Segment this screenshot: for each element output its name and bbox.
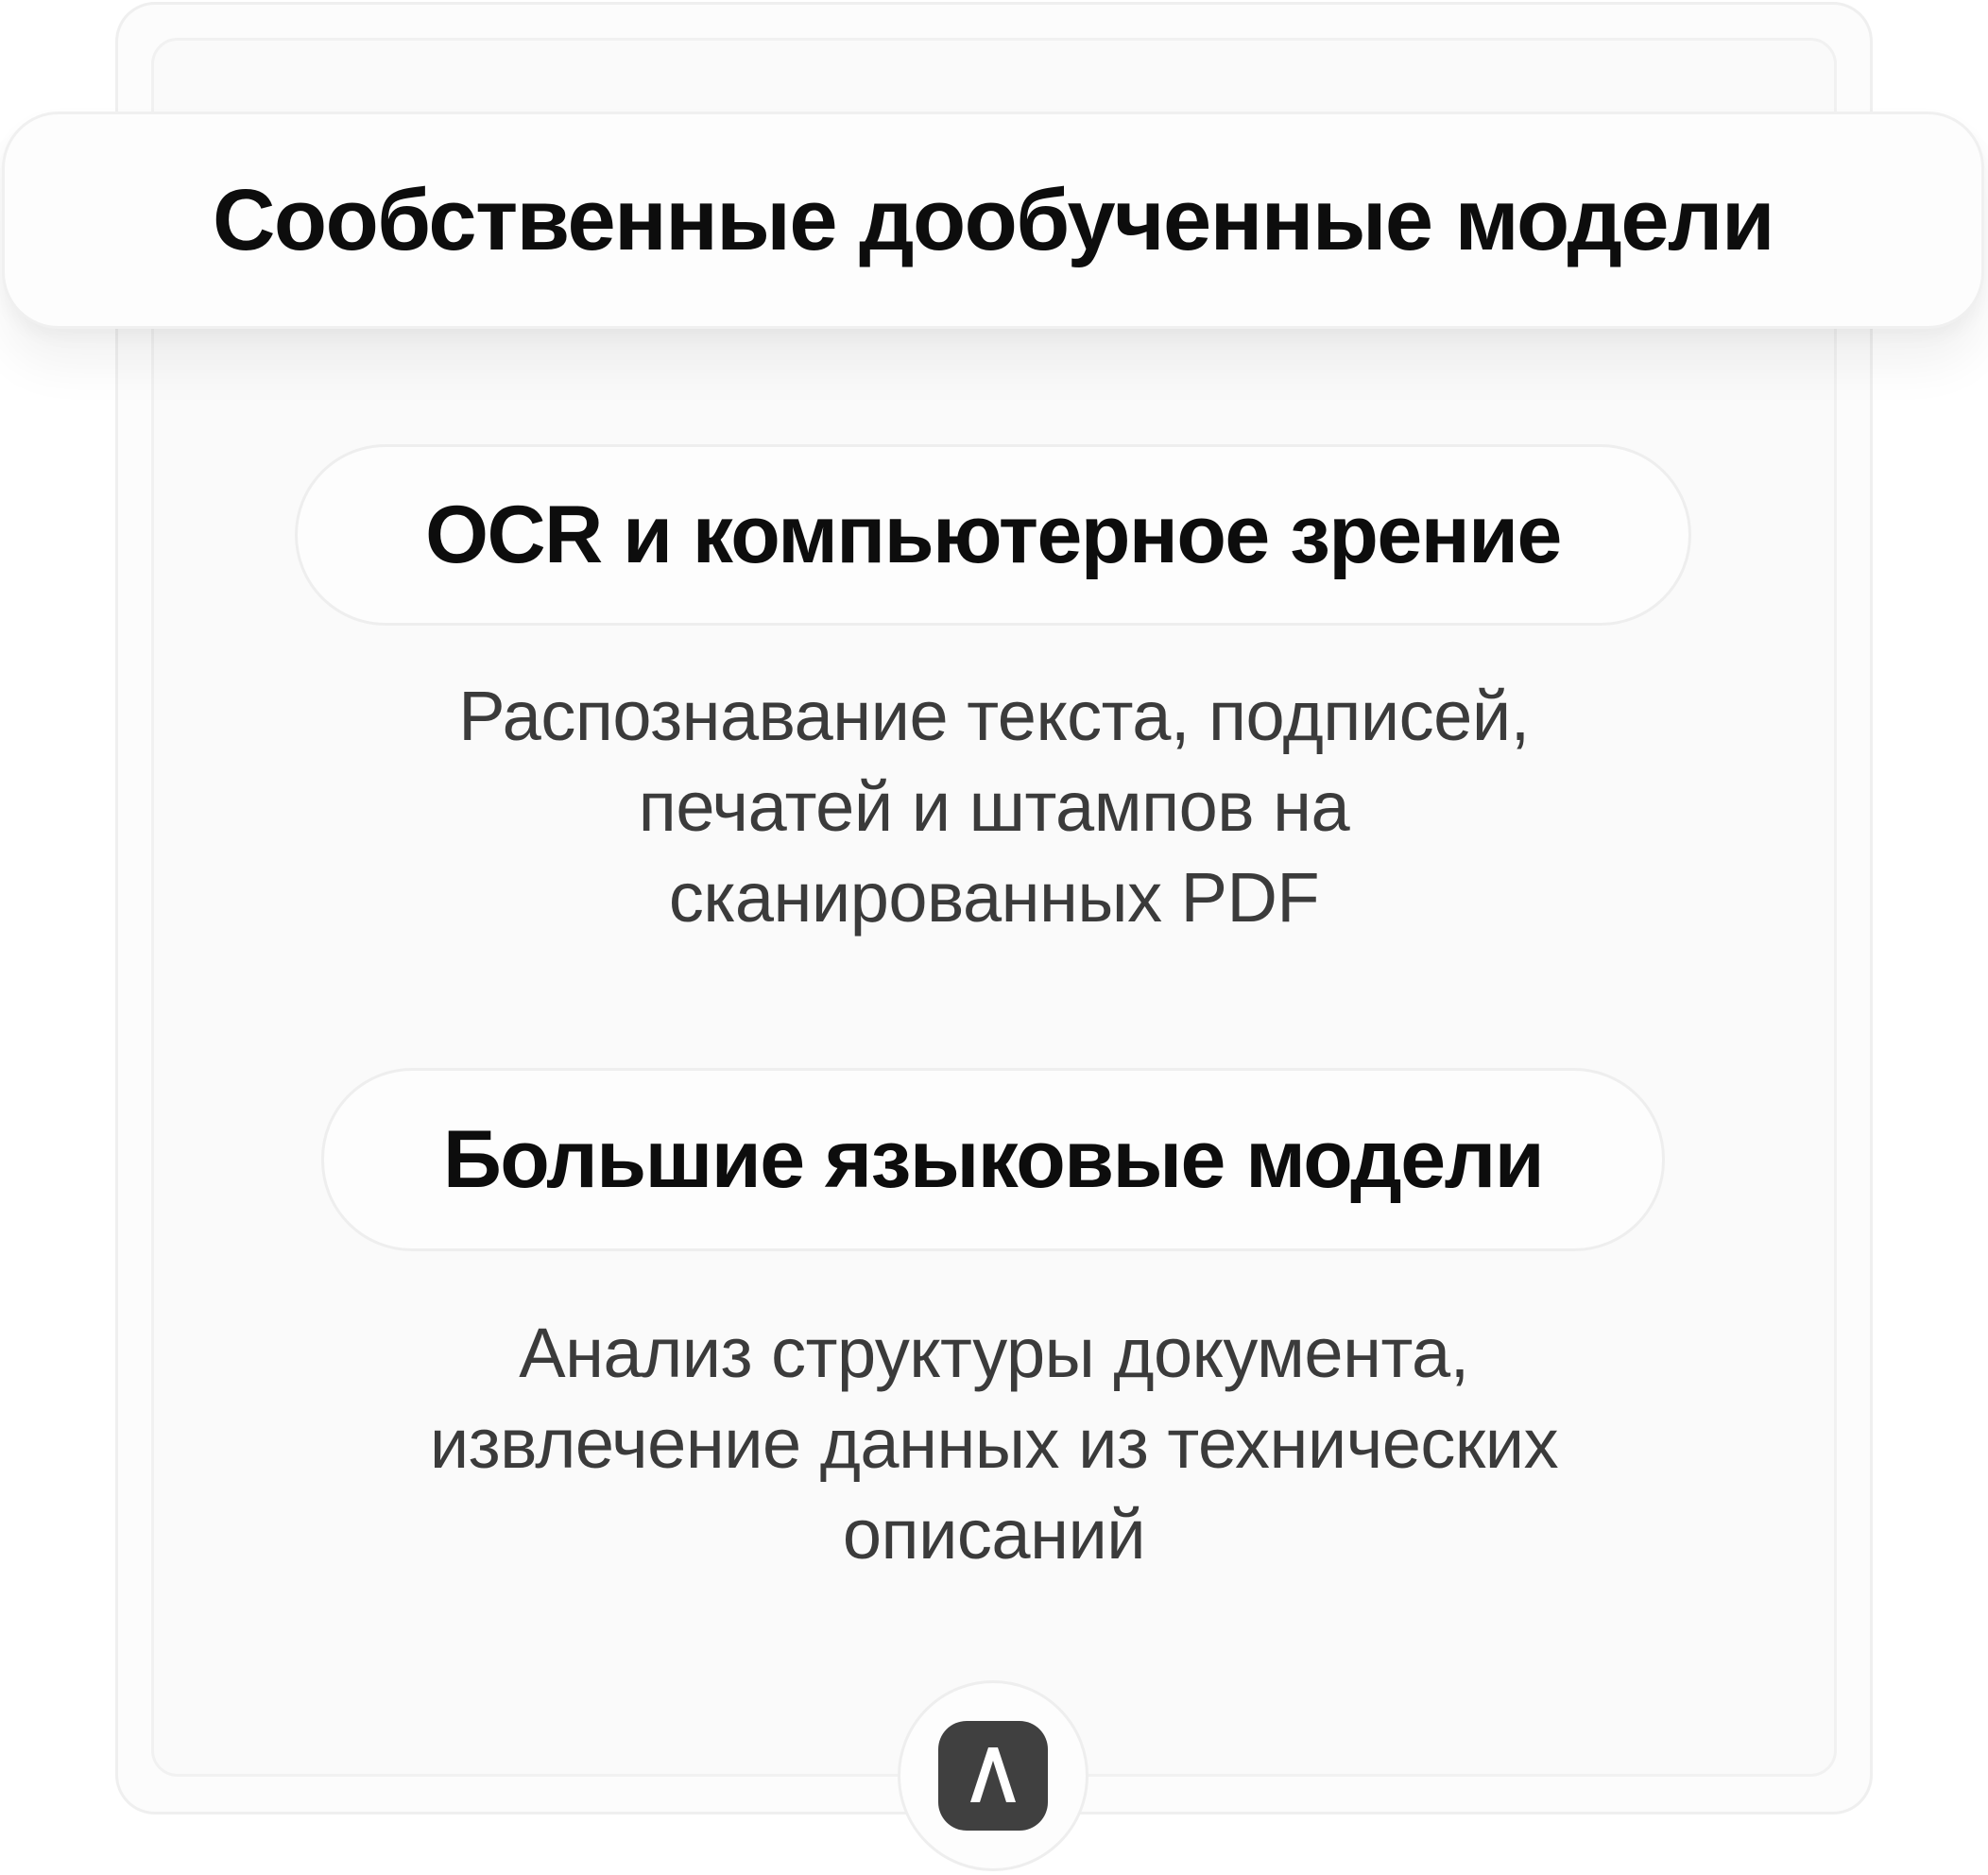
description-line: сканированных PDF — [668, 858, 1320, 937]
lambda-logo-icon — [938, 1721, 1048, 1831]
logo-badge — [898, 1680, 1088, 1871]
section-ocr-header — [295, 444, 1691, 626]
title-banner — [2, 112, 1984, 329]
description-line: Анализ структуры документа, — [519, 1314, 1469, 1392]
page-title: Сообственные дообученные модели — [212, 171, 1774, 268]
description-line: описаний — [842, 1495, 1146, 1574]
section-ocr-description — [295, 671, 1693, 943]
section-ocr-title: OCR и компьютерное зрение — [425, 489, 1561, 580]
description-line: Распознавание текста, подписей, — [458, 677, 1530, 755]
lambda-glyph — [938, 1721, 1048, 1831]
description-line: печатей и штампов на — [638, 767, 1350, 846]
section-llm-header — [321, 1068, 1665, 1251]
section-llm-title: Большие языковые модели — [442, 1113, 1544, 1205]
section-llm-description — [295, 1308, 1693, 1580]
description-line: извлечение данных из технических — [429, 1404, 1559, 1483]
